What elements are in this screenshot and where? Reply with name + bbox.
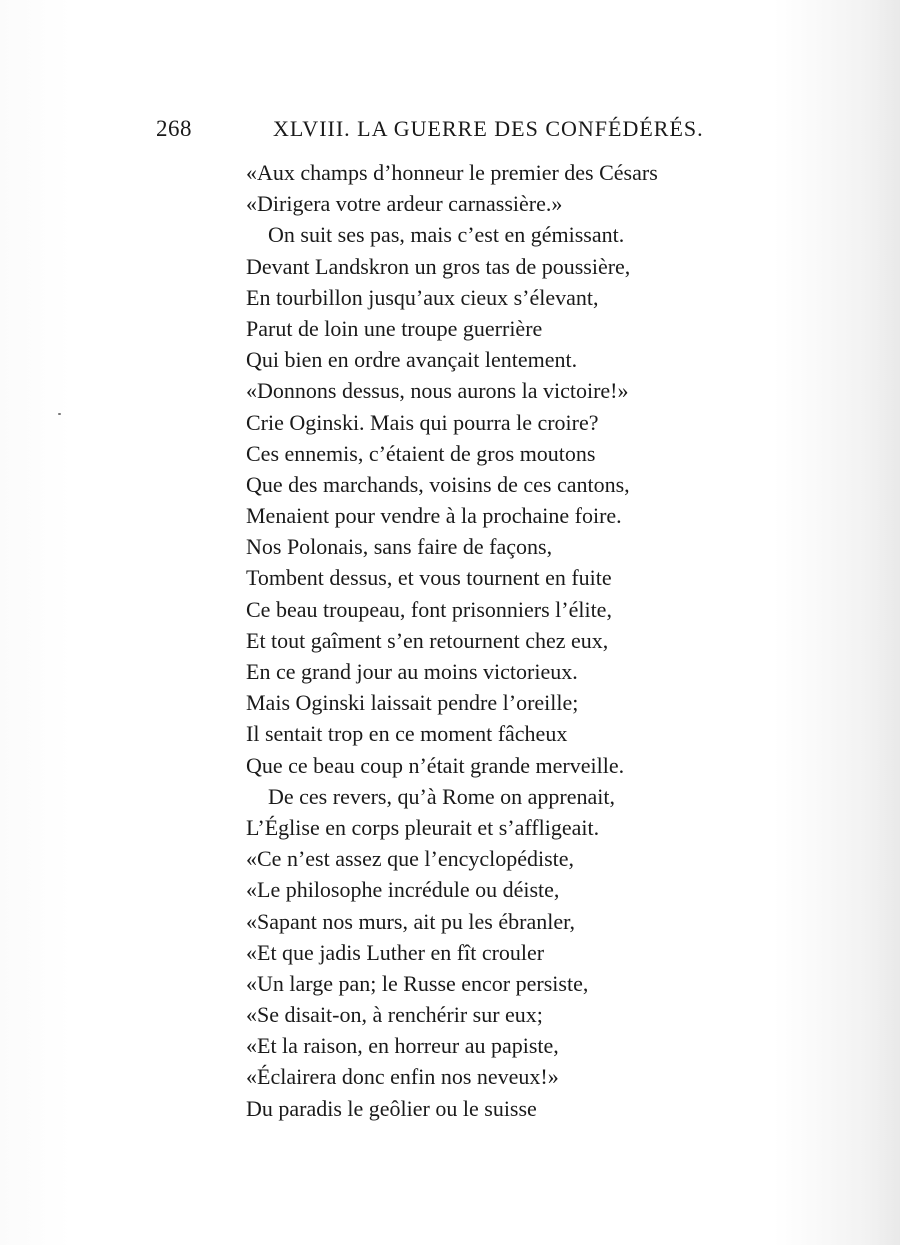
verse-line: Devant Landskron un gros tas de poussière, [246, 253, 631, 279]
verse-line: L’Église en corps pleurait et s’affligeait. [246, 814, 600, 840]
verse-line: Et tout gaîment s’en retournent chez eux, [246, 627, 609, 653]
verse-line: On suit ses pas, mais c’est en gémissant. [268, 222, 625, 248]
verse-line: «Dirigera votre ardeur carnassière.» [246, 191, 563, 217]
verse-line: Ces ennemis, c’étaient de gros moutons [246, 440, 596, 466]
verse-line: «Éclairera donc enfin nos neveux!» [246, 1064, 559, 1090]
verse-line: Mais Oginski laissait pendre l’oreille; [246, 690, 579, 716]
verse-line: «Donnons dessus, nous aurons la victoire!» [246, 378, 629, 404]
verse-line: Nos Polonais, sans faire de façons, [246, 534, 553, 560]
verse-line: «Et la raison, en horreur au papiste, [246, 1033, 559, 1059]
verse-line: Du paradis le geôlier ou le suisse [246, 1095, 537, 1121]
verse-line: En tourbillon jusqu’aux cieux s’élevant, [246, 284, 599, 310]
verse-line: De ces revers, qu’à Rome on apprenait, [268, 783, 615, 809]
verse-line: En ce grand jour au moins victorieux. [246, 659, 578, 684]
verse-line: «Ce n’est assez que l’encyclopédiste, [246, 846, 575, 872]
verse-line: «Aux champs d’honneur le premier des Césars [246, 160, 658, 185]
verse-line: «Un large pan; le Russe encor persiste, [246, 970, 589, 996]
paper-speck [58, 413, 61, 415]
verse-line: Il sentait trop en ce moment fâcheux [246, 721, 568, 747]
poem-text [246, 157, 806, 1124]
page-number: 268 [156, 116, 192, 141]
verse-line: Que des marchands, voisins de ces cantons, [246, 471, 630, 497]
verse-line: Menaient pour vendre à la prochaine foire. [246, 503, 622, 529]
verse-line: «Sapant nos murs, ait pu les ébranler, [246, 908, 576, 934]
chapter-title: XLVIII. LA GUERRE DES CONFÉDÉRÉS. [273, 116, 704, 141]
running-head [0, 116, 900, 148]
verse-line: «Et que jadis Luther en fît crouler [246, 939, 545, 965]
verse-line: Parut de loin une troupe guerrière [246, 315, 543, 341]
verse-line: Ce beau troupeau, font prisonniers l’élite, [246, 596, 612, 622]
verse-line: Tombent dessus, et vous tournent en fuite [246, 565, 612, 591]
verse-line: Que ce beau coup n’était grande merveille. [246, 752, 625, 778]
verse-line: «Le philosophe incrédule ou déiste, [246, 877, 560, 903]
verse-line: Crie Oginski. Mais qui pourra le croire? [246, 409, 599, 435]
verse-line: «Se disait-on, à renchérir sur eux; [246, 1002, 543, 1028]
verse-line: Qui bien en ordre avançait lentement. [246, 347, 578, 373]
